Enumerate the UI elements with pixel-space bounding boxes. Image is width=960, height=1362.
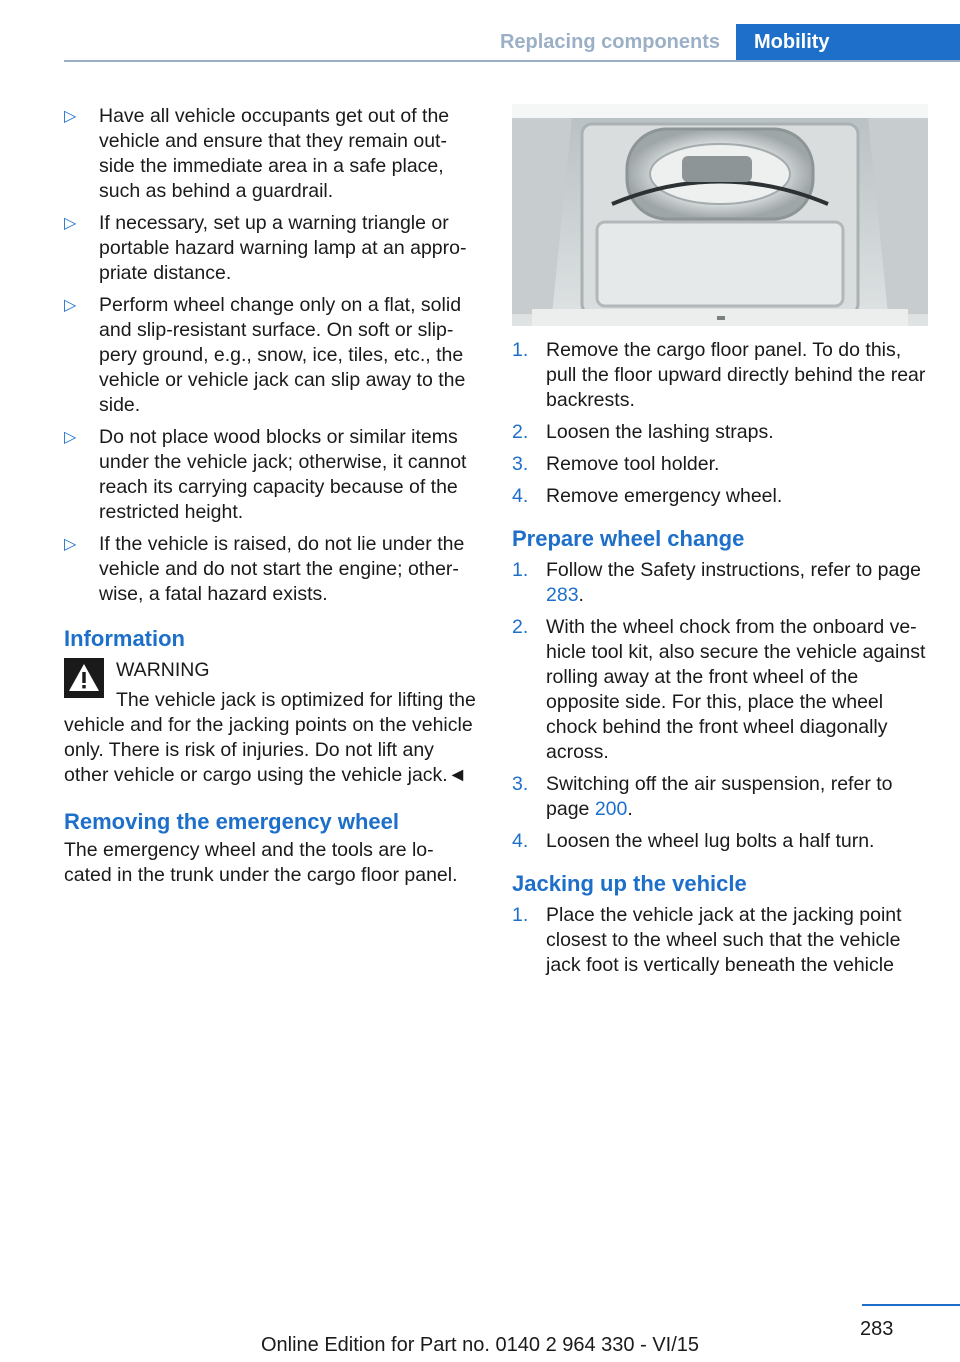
triangle-bullet-icon: ▷ bbox=[64, 536, 77, 553]
left-column bbox=[64, 104, 476, 888]
list-item: ▷ If necessary, set up a warning triangle or portable hazard warning lamp at an appro-priate distance. bbox=[64, 212, 467, 284]
list-item: 4. Loosen the wheel lug bolts a half turn. bbox=[512, 830, 875, 852]
section-title: Replacing components bbox=[499, 31, 720, 53]
warning-triangle-icon bbox=[64, 658, 104, 698]
trunk-illustration bbox=[512, 104, 928, 326]
list-item: 2. With the wheel chock from the onboard ve-hicle tool kit, also secure the vehicle against rolling away at the front wheel of the opposite side. For this, place the wheel chock behind the front wheel diagonally across. bbox=[512, 616, 926, 763]
chapter-tab: Mobility bbox=[736, 24, 960, 60]
triangle-bullet-icon: ▷ bbox=[64, 108, 77, 125]
safety-bullet-list bbox=[64, 104, 476, 607]
page-link-283[interactable]: 283 bbox=[546, 584, 579, 606]
list-item: 2. Loosen the lashing straps. bbox=[512, 421, 774, 443]
warning-block bbox=[64, 658, 476, 788]
list-item: 1. Follow the Safety instructions, refer to page 283. bbox=[512, 559, 922, 606]
list-item: ▷ Perform wheel change only on a flat, solid and slip-resistant surface. On soft or slip-pery ground, e.g., snow, ice, tiles, etc., the vehicle or vehicle jack can slip away to the side. bbox=[64, 294, 466, 416]
list-item: 1. Remove the cargo floor panel. To do this, pull the floor upward directly behind the rear backrests. bbox=[512, 339, 926, 411]
triangle-bullet-icon: ▷ bbox=[64, 429, 77, 446]
information-heading: Information bbox=[64, 626, 185, 651]
triangle-bullet-icon: ▷ bbox=[64, 297, 77, 314]
triangle-bullet-icon: ▷ bbox=[64, 215, 77, 232]
list-item: 1. Place the vehicle jack at the jacking point closest to the wheel such that the vehicle jack foot is vertically beneath the vehicle bbox=[512, 904, 902, 976]
list-item: ▷ Do not place wood blocks or similar items under the vehicle jack; otherwise, it cannot reach its carrying capacity because of the restricted height. bbox=[64, 426, 467, 523]
removal-steps-list bbox=[512, 338, 928, 509]
warning-text: The vehicle jack is optimized for lifting the vehicle and for the jacking points on the vehicle only. There is risk of injuries. Do not lift any other vehicle or cargo using the vehicle jack.◄ bbox=[64, 689, 476, 786]
page-link-200[interactable]: 200 bbox=[594, 798, 628, 820]
edition-footer: Online Edition for Part no. 0140 2 964 330 - VI/15 bbox=[260, 1334, 700, 1356]
prepare-steps-list bbox=[512, 558, 928, 854]
list-item: 3. Remove tool holder. bbox=[512, 453, 720, 475]
list-item: ▷ If the vehicle is raised, do not lie under the vehicle and do not start the engine; other-wise, a fatal hazard exists. bbox=[64, 533, 465, 605]
jacking-heading: Jacking up the vehicle bbox=[512, 871, 747, 896]
right-column bbox=[512, 338, 928, 985]
header-rule bbox=[64, 60, 960, 62]
list-item: 3. Switching off the air suspension, refer to page 200. bbox=[512, 773, 893, 820]
removing-text: The emergency wheel and the tools are lo-cated in the trunk under the cargo floor panel. bbox=[64, 839, 458, 886]
jacking-steps-list bbox=[512, 903, 928, 978]
prepare-wheel-change-heading: Prepare wheel change bbox=[512, 526, 745, 551]
page-header bbox=[0, 0, 960, 64]
warning-title: WARNING bbox=[116, 659, 210, 681]
trunk-emergency-wheel-image bbox=[512, 104, 928, 326]
list-item: ▷ Have all vehicle occupants get out of the vehicle and ensure that they remain out-side the immediate area in a safe place, such as behind a guardrail. bbox=[64, 105, 450, 202]
removing-heading: Removing the emergency wheel bbox=[64, 809, 399, 834]
footer-rule bbox=[862, 1304, 960, 1306]
page-number: 283 bbox=[860, 1318, 894, 1340]
list-item: 4. Remove emergency wheel. bbox=[512, 485, 783, 507]
